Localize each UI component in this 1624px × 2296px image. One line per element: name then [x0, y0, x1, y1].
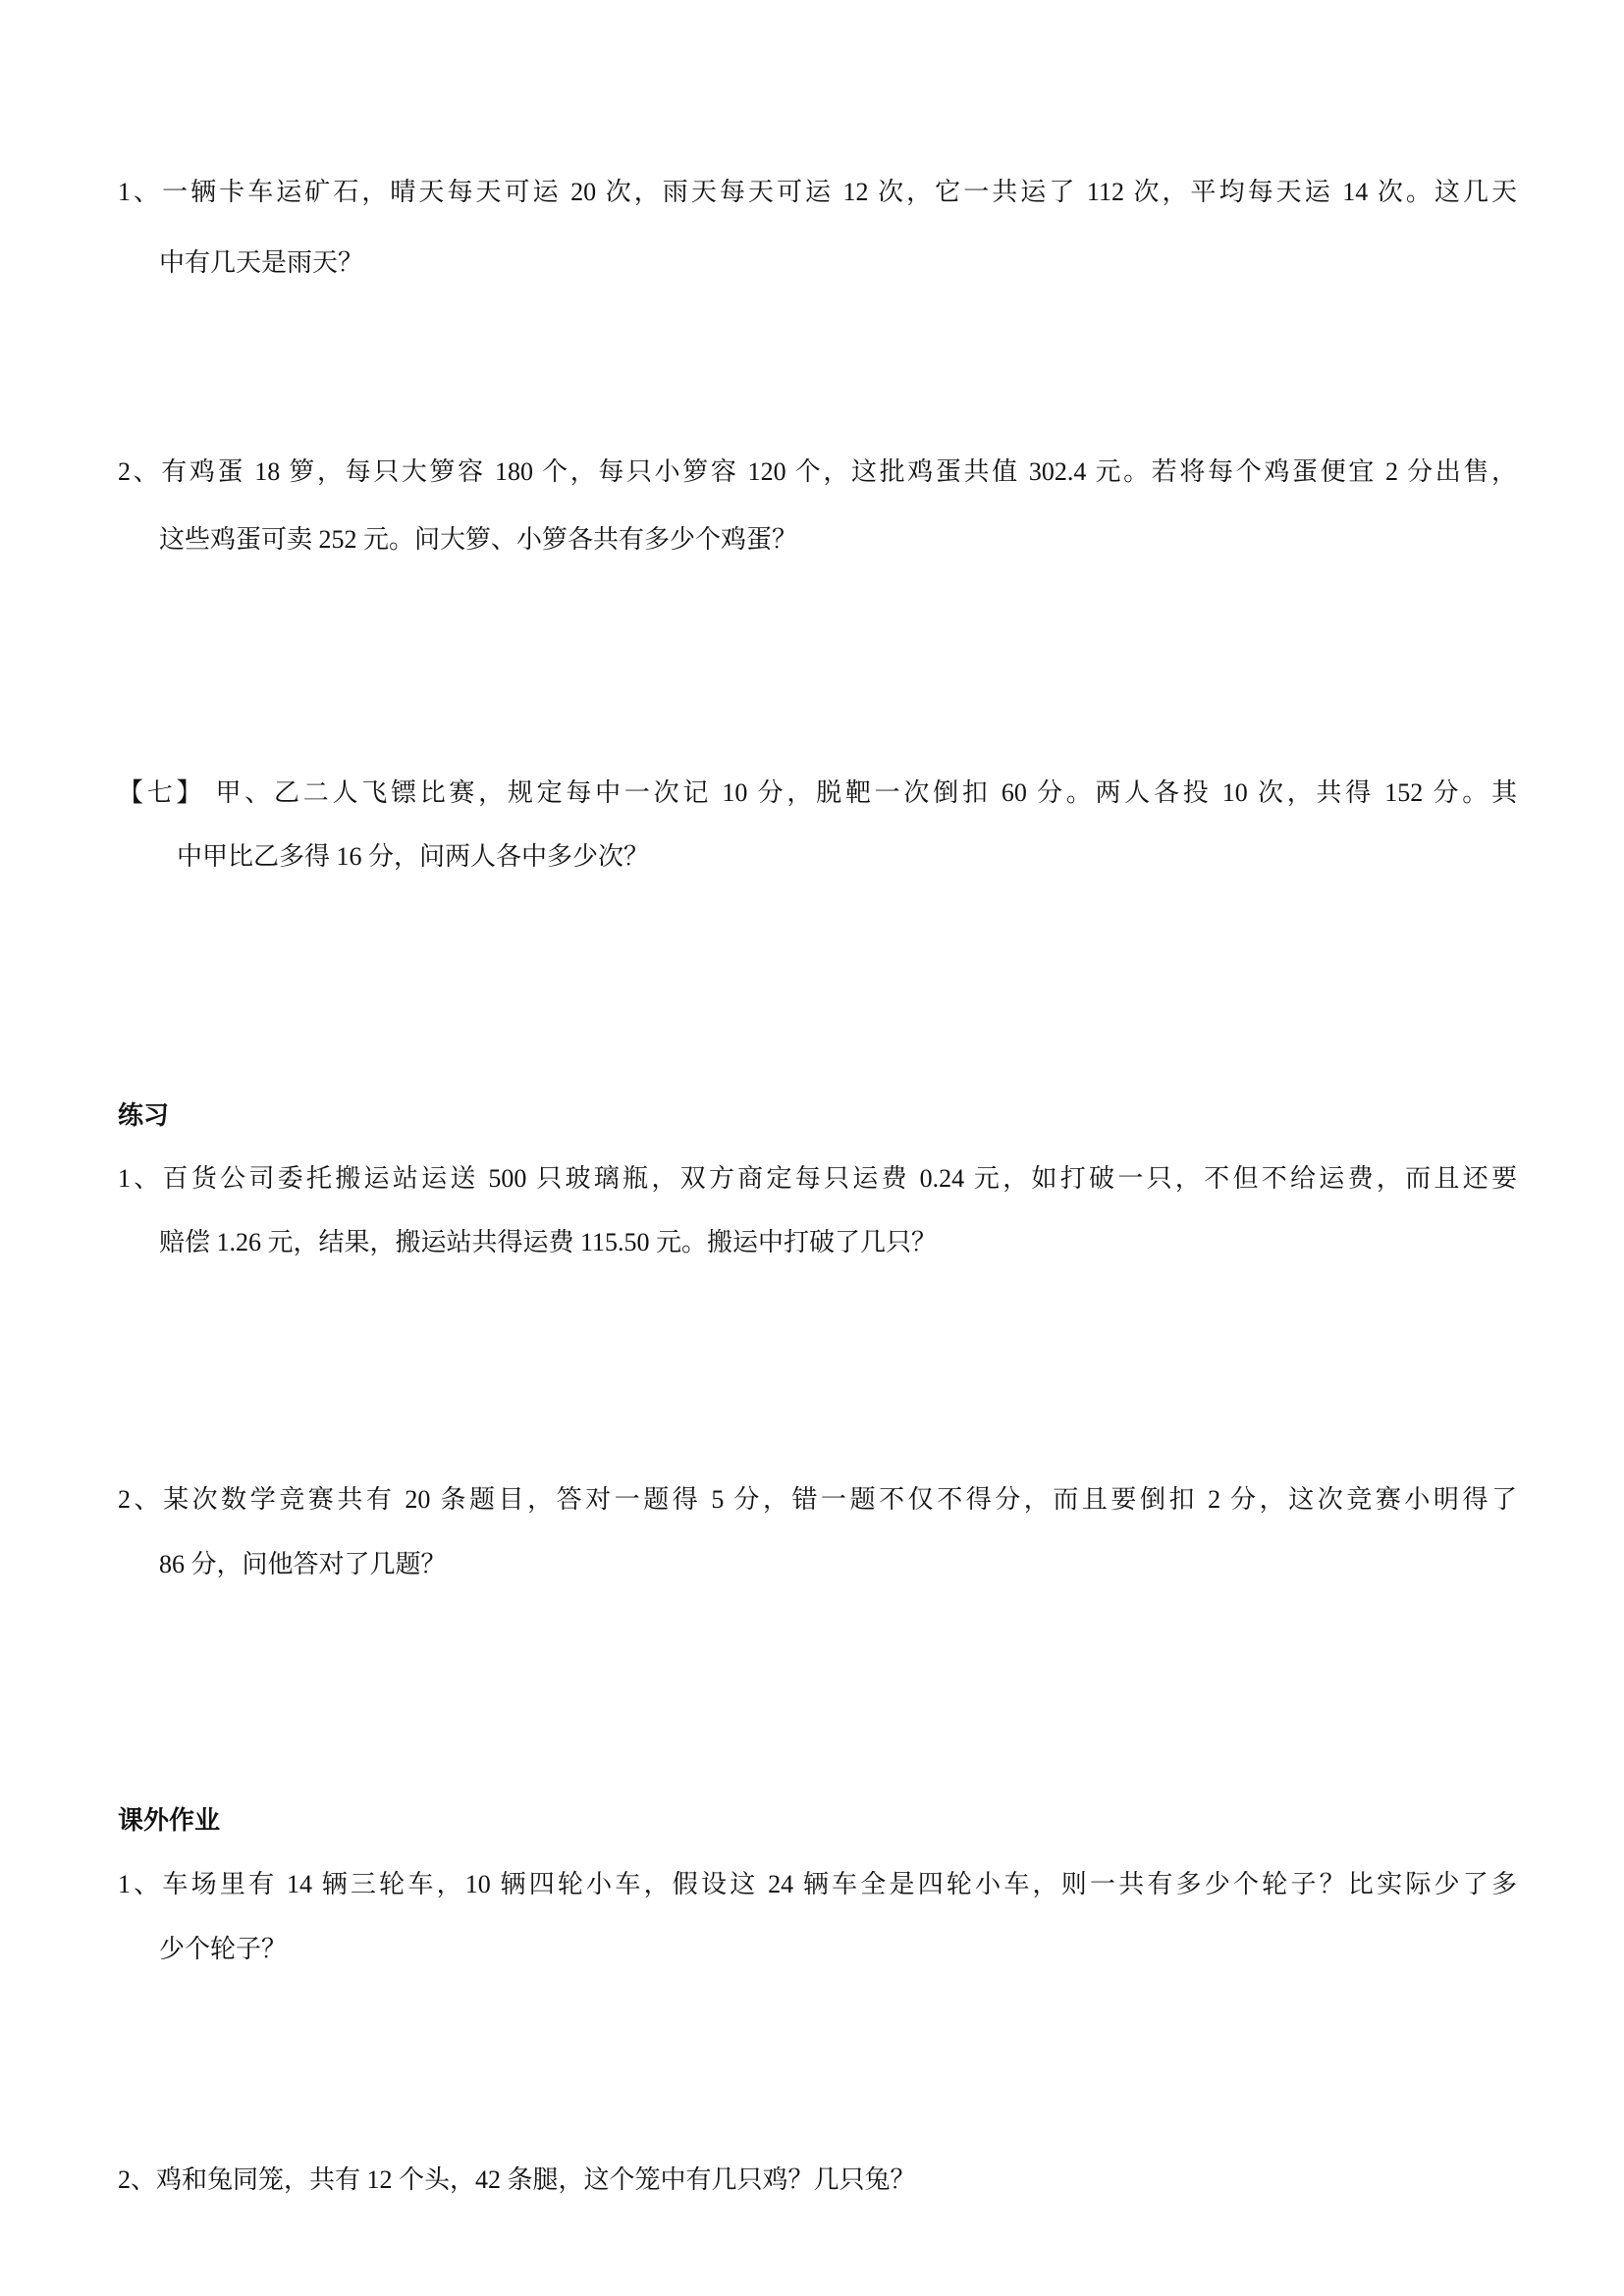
practice-item-2-line-1: 2、某次数学竞赛共有 20 条题目，答对一题得 5 分，错一题不仅不得分，而且要倒扣 2 分，这次竞赛小明得了: [118, 1485, 1517, 1514]
problem-1-line-2: 中有几天是雨天？: [159, 248, 364, 277]
practice-item-1-line-2: 赔偿 1.26 元，结果，搬运站共得运费 115.50 元。搬运中打破了几只？: [159, 1228, 938, 1256]
problem-2-line-1: 2、有鸡蛋 18 箩，每只大箩容 180 个，每只小箩容 120 个，这批鸡蛋共值 302.4 元。若将每个鸡蛋便宜 2 分出售，: [118, 457, 1517, 486]
practice-item-1-line-1: 1、百货公司委托搬运站运送 500 只玻璃瓶，双方商定每只运费 0.24 元，如打破一只，不但不给运费，而且还要: [118, 1164, 1517, 1193]
problem-2-line-2: 这些鸡蛋可卖 252 元。问大箩、小箩各共有多少个鸡蛋？: [159, 525, 798, 554]
homework-item-2-line-1: 2、鸡和兔同笼，共有 12 个头，42 条腿，这个笼中有几只鸡？几只兔？: [118, 2165, 916, 2194]
homework-heading: 课外作业: [118, 1806, 221, 1835]
problem-1-line-1: 1、一辆卡车运矿石，晴天每天可运 20 次，雨天每天可运 12 次，它一共运了 112 次，平均每天运 14 次。这几天: [118, 178, 1517, 206]
example-7-line-2: 中甲比乙多得 16 分，问两人各中多少次？: [177, 842, 650, 871]
homework-item-1-line-1: 1、车场里有 14 辆三轮车，10 辆四轮小车，假设这 24 辆车全是四轮小车，则一共有多少个轮子？比实际少了多: [118, 1870, 1517, 1898]
practice-item-2-line-2: 86 分，问他答对了几题？: [159, 1550, 447, 1578]
example-7-line-1: 【七】 甲、乙二人飞镖比赛，规定每中一次记 10 分，脱靶一次倒扣 60 分。两人各投 10 次，共得 152 分。其: [118, 778, 1517, 807]
homework-item-1-line-2: 少个轮子？: [159, 1935, 288, 1963]
practice-heading: 练习: [118, 1101, 170, 1130]
